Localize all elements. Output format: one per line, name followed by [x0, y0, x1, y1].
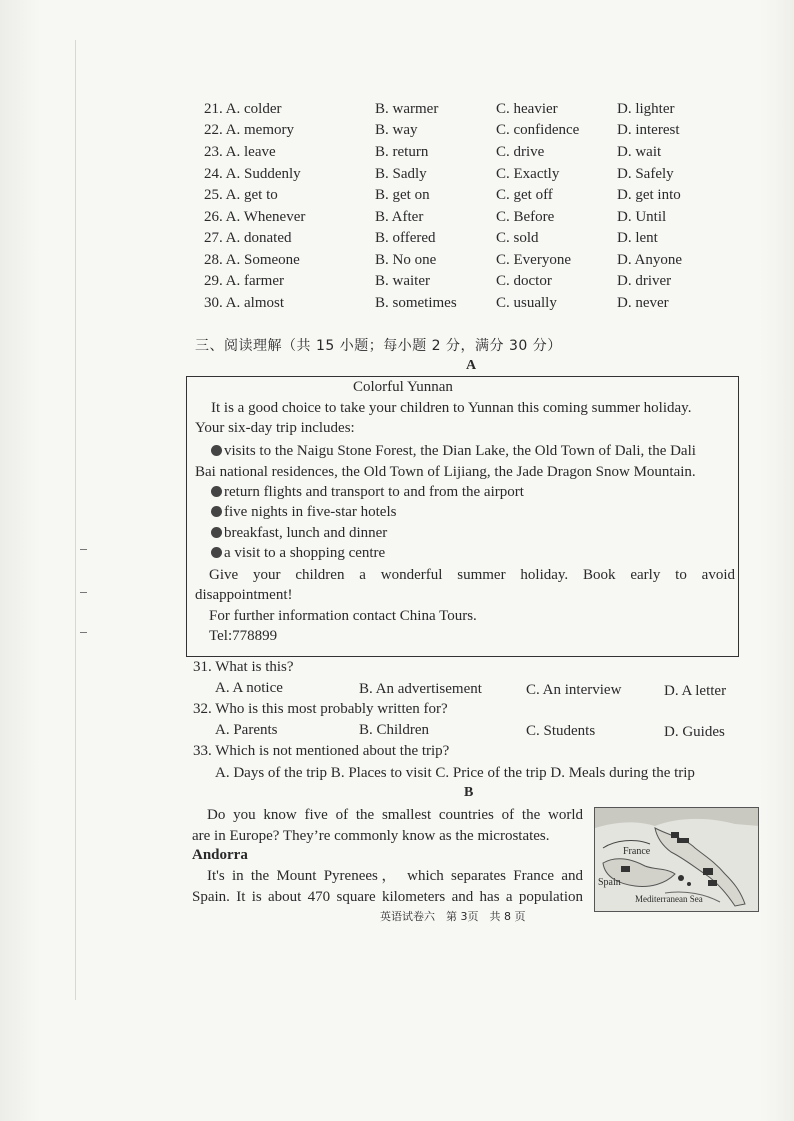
ad-bullet-item	[211, 482, 524, 502]
margin-tick	[80, 549, 87, 550]
ad-closing: disappointment!	[195, 587, 293, 603]
passage-b-text: Do you know five of the smallest countries of the world	[207, 807, 583, 823]
option-d: D. never	[617, 295, 669, 311]
option-d: D. lent	[617, 230, 658, 246]
question-options-line: A. Days of the trip B. Places to visit C. Price of the trip D. Meals during the trip	[215, 765, 695, 781]
ad-intro: Your six-day trip includes:	[195, 420, 355, 436]
ad-bullet-text: return flights and transport to and from the airport	[224, 484, 524, 500]
option-row	[0, 252, 794, 273]
option-b: B. waiter	[375, 273, 430, 289]
ad-title: Colorful Yunnan	[353, 379, 453, 395]
option-b: B. return	[375, 144, 429, 160]
option-row	[0, 166, 794, 187]
option-row	[0, 122, 794, 143]
option-a: 27. A. donated	[204, 230, 292, 246]
option-a: 23. A. leave	[204, 144, 276, 160]
option-a: 21. A. colder	[204, 101, 282, 117]
option-c: C. usually	[496, 295, 557, 311]
question-option: B. Children	[359, 722, 429, 738]
option-c: C. Before	[496, 209, 555, 225]
option-row	[0, 144, 794, 165]
passage-b-text: are in Europe? They’re commonly know as the microstates.	[192, 828, 550, 844]
ad-bullet-item	[211, 543, 385, 563]
ad-bullet-text: breakfast, lunch and dinner	[224, 525, 388, 541]
option-c: C. confidence	[496, 122, 580, 138]
option-b: B. get on	[375, 187, 430, 203]
option-a: 29. A. farmer	[204, 273, 284, 289]
option-c: C. drive	[496, 144, 545, 160]
option-row	[0, 230, 794, 251]
ad-bullet-item	[211, 502, 396, 522]
ad-bullet-continuation: Bai national residences, the Old Town of Lijiang, the Jade Dragon Snow Mountain.	[195, 464, 696, 480]
ad-bullet-text: visits to the Naigu Stone Forest, the Dian Lake, the Old Town of Dali, the Dali	[224, 443, 696, 459]
option-d: D. Anyone	[617, 252, 682, 268]
option-a: 22. A. memory	[204, 122, 294, 138]
question-option: D. Guides	[664, 724, 725, 740]
ad-bullet-text: a visit to a shopping centre	[224, 545, 386, 561]
question-option: D. A letter	[664, 683, 727, 699]
option-a: 26. A. Whenever	[204, 209, 306, 225]
option-c: C. Everyone	[496, 252, 571, 268]
option-row	[0, 209, 794, 230]
bullet-icon	[211, 445, 222, 456]
question-stem: 31. What is this?	[193, 659, 294, 675]
page-footer: 英语试卷六 第 3页 共 8 页	[380, 910, 526, 923]
bullet-icon	[211, 506, 222, 517]
option-c: C. get off	[496, 187, 553, 203]
map-label-spain: Spain	[598, 877, 621, 888]
option-d: D. interest	[617, 122, 680, 138]
option-a: 24. A. Suddenly	[204, 166, 301, 182]
option-b: B. Sadly	[375, 166, 427, 182]
ad-bullet-item	[211, 441, 696, 461]
question-stem: 33. Which is not mentioned about the trip?	[193, 743, 450, 759]
europe-map-image	[594, 807, 759, 912]
option-row	[0, 295, 794, 316]
ad-intro: It is a good choice to take your children to Yunnan this coming summer holiday.	[211, 400, 692, 416]
map-label-france: France	[623, 846, 651, 857]
option-d: D. wait	[617, 144, 662, 160]
option-c: C. doctor	[496, 273, 552, 289]
passage-b-subheading: Andorra	[192, 847, 248, 863]
section-heading: 三、阅读理解（共 15 小题；每小题 2 分，满分 30 分）	[195, 338, 562, 354]
option-b: B. way	[375, 122, 418, 138]
ad-closing: Give your children a wonderful summer holiday. Book early to avoid	[209, 567, 735, 583]
passage-b-text: Spain. It is about 470 square kilometers and has a population	[192, 889, 583, 905]
option-d: D. Safely	[617, 166, 674, 182]
option-b: B. warmer	[375, 101, 439, 117]
question-option: A. A notice	[215, 680, 283, 696]
bullet-icon	[211, 527, 222, 538]
option-d: D. Until	[617, 209, 667, 225]
option-d: D. driver	[617, 273, 672, 289]
question-option: B. An advertisement	[359, 681, 482, 697]
option-a: 25. A. get to	[204, 187, 278, 203]
passage-a-label: A	[466, 358, 477, 373]
question-option: C. An interview	[526, 682, 622, 698]
option-c: C. sold	[496, 230, 539, 246]
option-row	[0, 273, 794, 294]
option-b: B. After	[375, 209, 424, 225]
passage-b-text: It's in the Mount Pyrenees， which separates France and	[207, 868, 583, 884]
option-b: B. sometimes	[375, 295, 457, 311]
option-b: B. No one	[375, 252, 437, 268]
question-option: C. Students	[526, 723, 596, 739]
map-label-sea: Mediterranean Sea	[635, 894, 703, 904]
ad-telephone: Tel:778899	[209, 628, 278, 644]
option-row	[0, 187, 794, 208]
margin-tick	[80, 632, 87, 633]
option-c: C. heavier	[496, 101, 558, 117]
bullet-icon	[211, 547, 222, 558]
margin-tick	[80, 592, 87, 593]
ad-contact: For further information contact China Tours.	[209, 608, 477, 624]
option-row	[0, 101, 794, 122]
option-b: B. offered	[375, 230, 436, 246]
ad-bullet-item	[211, 523, 387, 543]
bullet-icon	[211, 486, 222, 497]
question-stem: 32. Who is this most probably written for?	[193, 701, 448, 717]
option-d: D. lighter	[617, 101, 675, 117]
ad-bullet-text: five nights in five-star hotels	[224, 504, 397, 520]
option-d: D. get into	[617, 187, 681, 203]
question-option: A. Parents	[215, 722, 278, 738]
option-c: C. Exactly	[496, 166, 560, 182]
passage-b-label: B	[464, 785, 474, 800]
option-a: 28. A. Someone	[204, 252, 300, 268]
option-a: 30. A. almost	[204, 295, 285, 311]
